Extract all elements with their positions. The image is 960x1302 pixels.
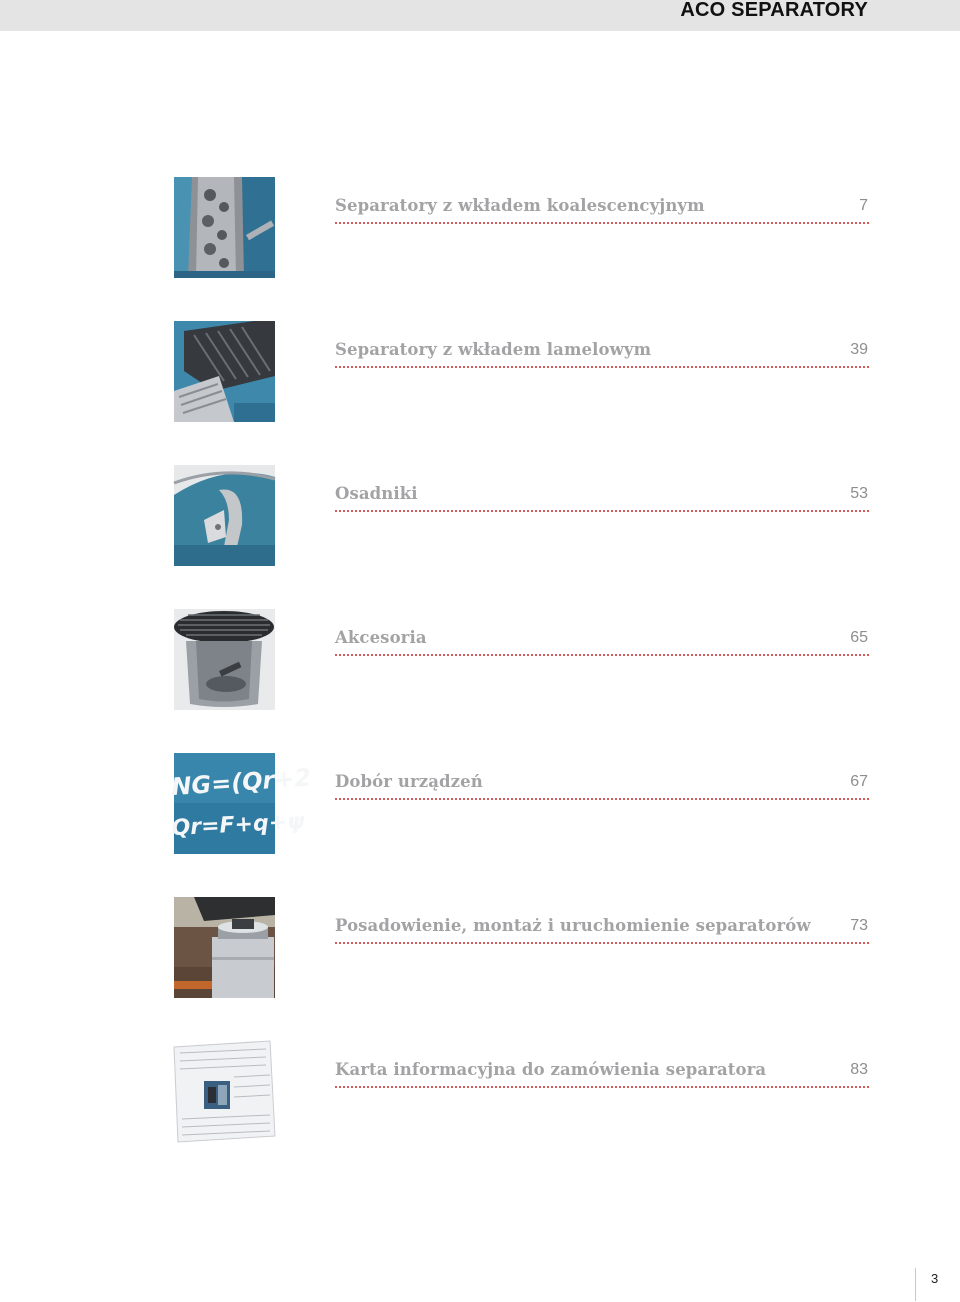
dotted-leader (335, 510, 869, 512)
entry-title: Separatory z wkładem lamelowym (335, 340, 652, 359)
entry-title: Separatory z wkładem koalescencyjnym (335, 196, 705, 215)
entry-title: Akcesoria (335, 628, 427, 647)
settler-image (174, 465, 275, 566)
dotted-leader (335, 366, 869, 368)
formula-line-1: NG=(Qr+2 (170, 763, 313, 802)
entry-page-number: 7 (859, 197, 868, 214)
toc-entry[interactable] (0, 753, 960, 855)
entry-page-number: 39 (850, 341, 868, 358)
formula-line-2: Qr=F+q+ψ (171, 809, 306, 842)
entry-page-number: 53 (850, 485, 868, 502)
entry-title: Dobór urządzeń (335, 772, 483, 791)
header-title: ACO SEPARATORY (680, 0, 868, 21)
entry-title: Karta informacyjna do zamówienia separatora (335, 1060, 767, 1079)
entry-page-number: 73 (850, 917, 868, 934)
dotted-leader (335, 942, 869, 944)
page-header (0, 0, 960, 31)
entry-page-number: 67 (850, 773, 868, 790)
toc-entry[interactable] (0, 1041, 960, 1143)
order-form-image (174, 1041, 275, 1142)
toc-entry[interactable] (0, 177, 960, 279)
dotted-leader (335, 798, 869, 800)
coalescence-filter-image (174, 177, 275, 278)
lamella-insert-image (174, 321, 275, 422)
accessories-image (174, 609, 275, 710)
entry-title: Osadniki (335, 484, 418, 503)
toc-entry[interactable] (0, 321, 960, 423)
formula-image (170, 753, 313, 854)
toc-entry[interactable] (0, 897, 960, 999)
footer-divider (915, 1268, 916, 1301)
entry-page-number: 65 (850, 629, 868, 646)
entry-page-number: 83 (850, 1061, 868, 1078)
installation-image (174, 897, 275, 998)
dotted-leader (335, 654, 869, 656)
page-number: 3 (931, 1271, 939, 1286)
dotted-leader (335, 1086, 869, 1088)
entry-title: Posadowienie, montaż i uruchomienie separatorów (335, 916, 811, 935)
toc-entry[interactable] (0, 609, 960, 711)
toc-entry[interactable] (0, 465, 960, 567)
dotted-leader (335, 222, 869, 224)
